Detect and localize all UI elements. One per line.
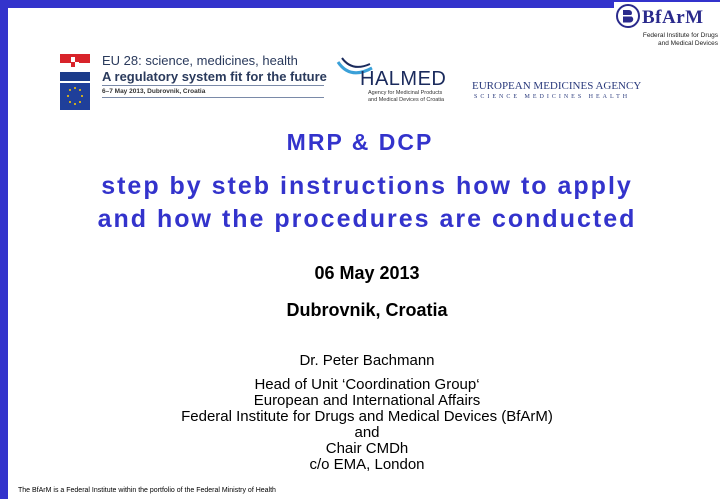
- conference-banner: [58, 44, 642, 130]
- ema-logo: [472, 80, 642, 106]
- author-role: Head of Unit ‘Coordination Group‘: [254, 376, 480, 393]
- halmed-wordmark: HALMED: [360, 68, 447, 90]
- banner-date-place: 6–7 May 2013, Dubrovnik, Croatia: [102, 88, 206, 95]
- halmed-subtitle-line2: and Medical Devices of Croatia: [368, 97, 445, 103]
- bfarm-subtitle-line1: Federal Institute for Drugs: [642, 32, 718, 39]
- presentation-location: Dubrovnik, Croatia: [286, 300, 448, 320]
- author-department: European and International Affairs: [253, 392, 481, 409]
- presentation-date: 06 May 2013: [314, 263, 420, 283]
- bfarm-logo: [614, 2, 720, 50]
- bfarm-wordmark: BfArM: [642, 7, 704, 28]
- bfarm-subtitle-line2: and Medical Devices: [658, 40, 718, 47]
- halmed-subtitle-line1: Agency for Medicinal Products: [368, 90, 443, 96]
- slide-frame-top-bar: [0, 0, 720, 8]
- banner-divider: [102, 85, 324, 86]
- halmed-subtitle: [368, 90, 444, 104]
- author-location: c/o EMA, London: [309, 456, 425, 473]
- bfarm-subtitle: [643, 32, 718, 48]
- ema-tagline: SCIENCE MEDICINES HEALTH: [474, 94, 631, 100]
- halmed-logo: [336, 54, 461, 114]
- ema-wordmark: EUROPEAN MEDICINES AGENCY: [472, 80, 642, 92]
- slide-title: MRP & DCP: [286, 129, 434, 155]
- croatia-eu-flag-icon: [60, 54, 90, 110]
- bfarm-emblem-icon: [616, 4, 640, 28]
- slide-subtitle-line1: step by steb instructions how to apply: [101, 172, 633, 200]
- banner-title: EU 28: science, medicines, health: [102, 53, 298, 68]
- footer-note: The BfArM is a Federal Institute within the portfolio of the Federal Ministry of Health: [18, 487, 276, 494]
- banner-subtitle: A regulatory system fit for the future: [102, 69, 327, 84]
- author-and: and: [354, 424, 380, 441]
- slide-subtitle-line2: and how the procedures are conducted: [97, 205, 637, 233]
- author-name: Dr. Peter Bachmann: [299, 352, 435, 369]
- banner-divider-bottom: [102, 97, 324, 98]
- author-institute: Federal Institute for Drugs and Medical Devices (BfArM): [181, 408, 553, 425]
- author-chair: Chair CMDh: [325, 440, 409, 457]
- author-block: [0, 353, 720, 473]
